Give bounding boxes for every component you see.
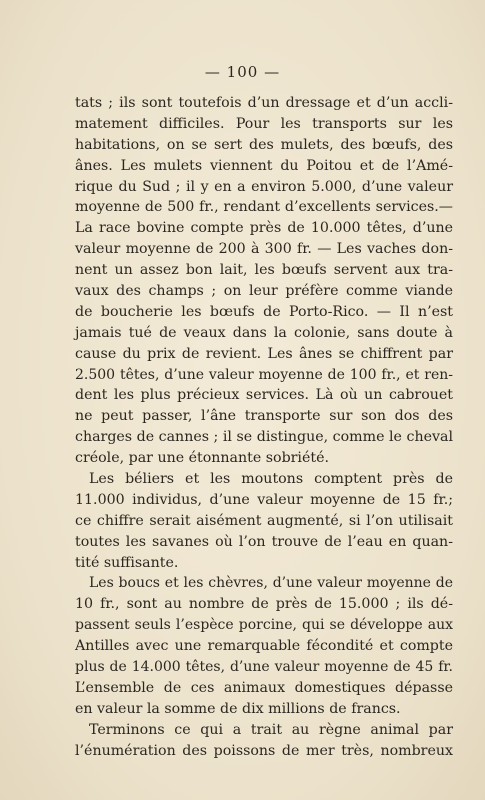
text-line: habitations, on se sert des mulets, des bœufs, des	[75, 136, 453, 153]
text-line: 10 fr., sont au nombre de près de 15.000 ; ils dé-	[75, 596, 453, 613]
paragraph	[75, 720, 453, 762]
text-line: plus de 14.000 têtes, d’une valeur moyenne de 45 fr.	[75, 659, 453, 676]
text-line: Les béliers et les moutons comptent près de	[89, 471, 453, 488]
text-line: ânes. Les mulets viennent du Poitou et de l’Amé-	[75, 157, 453, 174]
text-line: tats ; ils sont toutefois d’un dressage et d’un accli-	[75, 95, 453, 111]
text-line: charges de cannes ; il se distingue, comme le cheval	[75, 429, 453, 446]
text-line: moyenne de 500 fr., rendant d’excellents services.—	[75, 199, 453, 216]
text-line: Terminons ce qui a trait au règne animal par	[89, 721, 453, 738]
text-line: en valeur la somme de dix millions de francs.	[75, 700, 401, 717]
text-line: jamais tué de veaux dans la colonie, sans doute à	[75, 324, 453, 341]
text-line: tité suffisante.	[75, 554, 179, 571]
text-line: cause du prix de revient. Les ânes se chiffrent par	[75, 345, 453, 362]
page-number: — 100 —	[204, 63, 281, 81]
text-line: Antilles avec une remarquable fécondité et compte	[75, 638, 453, 655]
text-line: dent les plus précieux services. Là où un cabrouet	[75, 387, 453, 404]
text-line: rique du Sud ; il y en a environ 5.000, d’une valeur	[75, 178, 453, 195]
text-line: passent seuls l’espèce porcine, qui se développe aux	[75, 617, 453, 634]
text-line: matement difficiles. Pour les transports sur les	[75, 115, 453, 132]
paragraph	[75, 469, 453, 573]
text-line: valeur moyenne de 200 à 300 fr. — Les vaches don-	[75, 241, 453, 258]
text-line: toutes les savanes où l’on trouve de l’eau en quan-	[75, 533, 453, 550]
text-line: La race bovine compte près de 10.000 têtes, d’une	[75, 220, 453, 237]
text-line: créole, par une étonnante sobriété.	[75, 450, 329, 467]
text-line: l’énumération des poissons de mer très, nombreux	[75, 742, 453, 759]
text-line: ce chiffre serait aisément augmenté, si l’on utilisait	[75, 512, 453, 529]
text-line: nent un assez bon lait, les bœufs servent aux tra-	[75, 262, 453, 279]
paragraph	[75, 573, 453, 719]
text-line: de boucherie les bœufs de Porto-Rico. — Il n’est	[75, 303, 453, 320]
paragraph	[75, 93, 453, 469]
text-line: vaux des champs ; on leur préfère comme viande	[75, 283, 453, 300]
text-line: Les boucs et les chèvres, d’une valeur moyenne de	[89, 575, 453, 592]
text-line: L’ensemble de ces animaux domestiques dépasse	[75, 679, 453, 696]
body-text	[75, 93, 453, 762]
text-line: ne peut passer, l’âne transporte sur son dos des	[75, 408, 453, 425]
text-line: 11.000 individus, d’une valeur moyenne de 15 fr.;	[75, 491, 453, 508]
text-line: 2.500 têtes, d’une valeur moyenne de 100 fr., et ren-	[75, 366, 453, 383]
